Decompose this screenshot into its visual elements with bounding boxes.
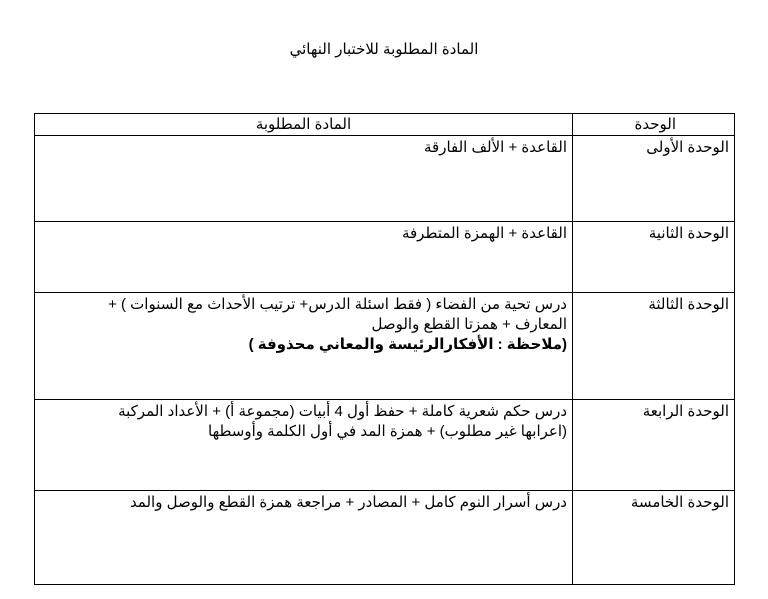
- content-line: (اعرابها غير مطلوب) + همزة المد في أول الكلمة وأوسطها: [208, 423, 567, 440]
- content-cell: [35, 136, 573, 222]
- content-line: درس أسرار النوم كامل + المصادر + مراجعة همزة القطع والوصل والمد: [129, 494, 567, 511]
- content-column-header: المادة المطلوبة: [35, 114, 573, 136]
- note-line: (ملاحظة : الأفكارالرئيسة والمعاني محذوفة ): [248, 336, 567, 353]
- unit-cell: الوحدة الرابعة: [573, 400, 735, 491]
- table-row: [35, 293, 735, 400]
- table-row: [35, 400, 735, 491]
- content-line: القاعدة + الهمزة المتطرفة: [401, 225, 567, 242]
- content-cell: [35, 293, 573, 400]
- unit-cell: الوحدة الأولى: [573, 136, 735, 222]
- study-material-table: [34, 113, 735, 585]
- content-line: القاعدة + الألف الفارقة: [423, 139, 567, 156]
- content-line: درس تحية من الفضاء ( فقط اسئلة الدرس+ ترتيب الأحداث مع السنوات ) +: [108, 296, 567, 313]
- table-row: [35, 222, 735, 293]
- unit-cell: الوحدة الخامسة: [573, 491, 735, 585]
- table-row: [35, 136, 735, 222]
- unit-column-header: الوحدة: [573, 114, 735, 136]
- unit-cell: الوحدة الثانية: [573, 222, 735, 293]
- content-cell: [35, 222, 573, 293]
- content-cell: [35, 400, 573, 491]
- table-header-row: [35, 114, 735, 136]
- unit-cell: الوحدة الثالثة: [573, 293, 735, 400]
- page-title: المادة المطلوبة للاختبار النهائي: [289, 41, 479, 58]
- content-line: المعارف + همزتا القطع والوصل: [371, 316, 567, 333]
- content-line: درس حكم شعرية كاملة + حفظ أول 4 أبيات (مجموعة أ) + الأعداد المركبة: [118, 403, 567, 420]
- table-row: [35, 491, 735, 585]
- content-cell: [35, 491, 573, 585]
